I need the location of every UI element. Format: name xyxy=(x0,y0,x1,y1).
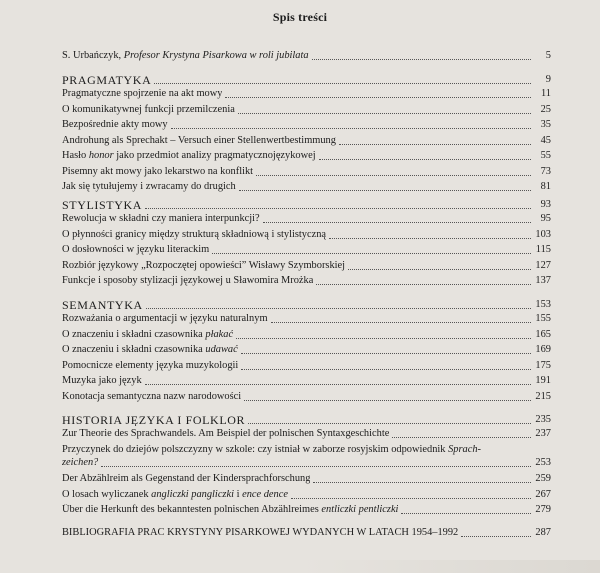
leader-dots xyxy=(154,83,531,84)
leader-dots xyxy=(329,238,531,239)
toc-entry-title: Pragmatyczne spojrzenie na akt mowy xyxy=(62,88,223,99)
page-title: Spis treści xyxy=(272,10,328,24)
toc-entry xyxy=(62,104,551,116)
toc-entry-title: Der Abzählreim als Gegenstand der Kindersprachforschung xyxy=(62,473,311,484)
toc-entry xyxy=(62,313,551,325)
toc-entry-title: O dosłowności w języku literackim xyxy=(62,244,210,255)
leader-dots xyxy=(248,423,531,424)
leader-dots xyxy=(146,308,531,309)
leader-dots xyxy=(313,482,531,483)
leader-dots xyxy=(271,322,531,323)
toc-entry-title: O losach wyliczanek angliczki pangliczki i ence dence xyxy=(62,488,288,500)
page-number: 127 xyxy=(535,259,551,271)
toc-entry-wrapped-line1: Przyczynek do dziejów polszczyzny w szkole: czy istniał w zaborze rosyjskim odpowiednik Sprach- xyxy=(62,444,481,455)
page-number: 35 xyxy=(540,119,551,130)
toc-entry-title: O płynności granicy między strukturą składniową i stylistyczną xyxy=(62,228,327,240)
toc-entry xyxy=(62,391,551,403)
toc-entry xyxy=(62,244,551,256)
leader-dots xyxy=(239,190,531,191)
leader-dots xyxy=(225,97,531,98)
toc-entry xyxy=(62,428,551,440)
toc-entry-title: Funkcje i sposoby stylizacji językowej u Sławomira Mrożka xyxy=(62,275,314,286)
page-number: 103 xyxy=(535,228,551,240)
toc-entry-title: Muzyka jako język xyxy=(62,375,142,386)
leader-dots xyxy=(238,113,531,114)
leader-dots xyxy=(401,513,531,514)
page-number: 55 xyxy=(540,150,551,161)
section-heading-title: SEMANTYKA xyxy=(62,299,143,311)
page-number: 267 xyxy=(535,488,551,500)
toc-entry xyxy=(62,260,551,272)
leader-dots xyxy=(241,353,531,354)
toc-entry-title: Hasło honor jako przedmiot analizy pragmatycznojęzykowej xyxy=(62,150,316,161)
page-number: 169 xyxy=(535,344,551,355)
page-number: 9 xyxy=(545,74,551,85)
toc-entry xyxy=(62,329,551,341)
page-number: 73 xyxy=(540,165,551,177)
toc-entry xyxy=(62,473,551,485)
page-number: 235 xyxy=(535,414,551,425)
page-number: 81 xyxy=(540,181,551,192)
leader-dots xyxy=(263,222,531,223)
toc-entry xyxy=(62,181,551,193)
page-number: 259 xyxy=(535,473,551,484)
toc-entry-title: O znaczeniu i składni czasownika udawać xyxy=(62,344,238,355)
toc-entry xyxy=(62,119,551,131)
toc-entry xyxy=(62,275,551,287)
leader-dots xyxy=(256,175,531,176)
page-number: 5 xyxy=(545,50,551,61)
leader-dots xyxy=(291,498,531,499)
toc-entry-intro xyxy=(62,50,551,62)
leader-dots xyxy=(339,144,531,145)
toc-entry-title: Zur Theorie des Sprachwandels. Am Beispiel der polnischen Syntaxgeschichte xyxy=(62,428,390,439)
toc-entry-title: Pisemny akt mowy jako lekarstwo na konflikt xyxy=(62,165,254,177)
toc-entry-title: Rewolucja w składni czy maniera interpunkcji? xyxy=(62,213,260,224)
page-number: 175 xyxy=(535,359,551,371)
leader-dots xyxy=(241,369,531,370)
page-number: 237 xyxy=(535,428,551,439)
toc-entry xyxy=(62,344,551,356)
leader-dots xyxy=(236,338,531,339)
page-number: 253 xyxy=(535,457,551,468)
section-heading-title: PRAGMATYKA xyxy=(62,74,152,86)
toc-entry xyxy=(62,504,551,516)
toc-entry xyxy=(62,88,551,100)
toc-entry xyxy=(62,375,551,387)
page-number: 165 xyxy=(535,328,551,340)
page-number: 45 xyxy=(540,134,551,146)
leader-dots xyxy=(212,253,531,254)
page-number: 137 xyxy=(535,275,551,286)
leader-dots xyxy=(171,128,531,129)
section-heading-title: HISTORIA JĘZYKA I FOLKLOR xyxy=(62,414,246,426)
toc-entry-title: Androhung als Sprechakt – Versuch einer Stellenwertbestimmung xyxy=(62,134,336,146)
leader-dots xyxy=(312,59,531,60)
toc-entry-wrapped-line2 xyxy=(62,457,551,469)
toc-entry-intro-title: S. Urbańczyk, Profesor Krystyna Pisarkowa w roli jubilata xyxy=(62,50,309,61)
page-number: 95 xyxy=(540,213,551,224)
page-number: 191 xyxy=(535,375,551,386)
leader-dots xyxy=(461,536,531,537)
leader-dots xyxy=(244,400,531,401)
toc-entry-title: O znaczeniu i składni czasownika płakać xyxy=(62,328,234,340)
leader-dots xyxy=(145,208,531,209)
section-heading-title: STYLISTYKA xyxy=(62,199,142,211)
paper-shadow xyxy=(300,560,600,573)
toc-entry xyxy=(62,213,551,225)
page-number: 279 xyxy=(535,504,551,515)
page-number: 11 xyxy=(540,88,551,99)
toc-entry-title: O komunikatywnej funkcji przemilczenia xyxy=(62,103,235,115)
toc-entry-title: Konotacja semantyczna nazw narodowości xyxy=(62,390,242,402)
toc-entry xyxy=(62,360,551,372)
page-number: 153 xyxy=(535,299,551,310)
section-heading xyxy=(62,411,551,426)
page-number: 287 xyxy=(535,527,551,538)
bibliography-entry xyxy=(62,527,551,539)
leader-dots xyxy=(319,159,531,160)
page-number: 155 xyxy=(535,313,551,324)
leader-dots xyxy=(101,466,531,467)
section-heading xyxy=(62,296,551,311)
toc-entry xyxy=(62,135,551,147)
leader-dots xyxy=(316,284,531,285)
leader-dots xyxy=(348,269,531,270)
toc-entry xyxy=(62,150,551,162)
page-number: 93 xyxy=(540,199,551,210)
toc-entry xyxy=(62,489,551,501)
page-number: 215 xyxy=(535,390,551,402)
toc-entry-wrapped-line2-title: zeichen? xyxy=(62,457,99,468)
toc-entry-title: Rozbiór językowy „Rozpoczętej opowieści” Wisławy Szymborskiej xyxy=(62,259,346,271)
section-heading xyxy=(62,196,551,211)
leader-dots xyxy=(145,384,531,385)
toc-entry-title: Jak się tytułujemy i zwracamy do drugich xyxy=(62,181,236,192)
toc-entry xyxy=(62,229,551,241)
bibliography-entry-title: BIBLIOGRAFIA PRAC KRYSTYNY PISARKOWEJ WYDANYCH W LATACH 1954–1992 xyxy=(62,527,459,538)
toc-entry-title: Über die Herkunft des bekanntesten polnischen Abzählreimes entliczki pentliczki xyxy=(62,504,399,515)
toc-entry-title: Pomocnicze elementy języka muzykologii xyxy=(62,359,239,371)
section-heading xyxy=(62,71,551,86)
toc-entry-title: Rozważania o argumentacji w języku naturalnym xyxy=(62,313,268,324)
leader-dots xyxy=(392,437,531,438)
toc-entry xyxy=(62,166,551,178)
toc-entry-title: Bezpośrednie akty mowy xyxy=(62,119,168,130)
page-number: 25 xyxy=(540,103,551,115)
page-number: 115 xyxy=(535,244,551,255)
